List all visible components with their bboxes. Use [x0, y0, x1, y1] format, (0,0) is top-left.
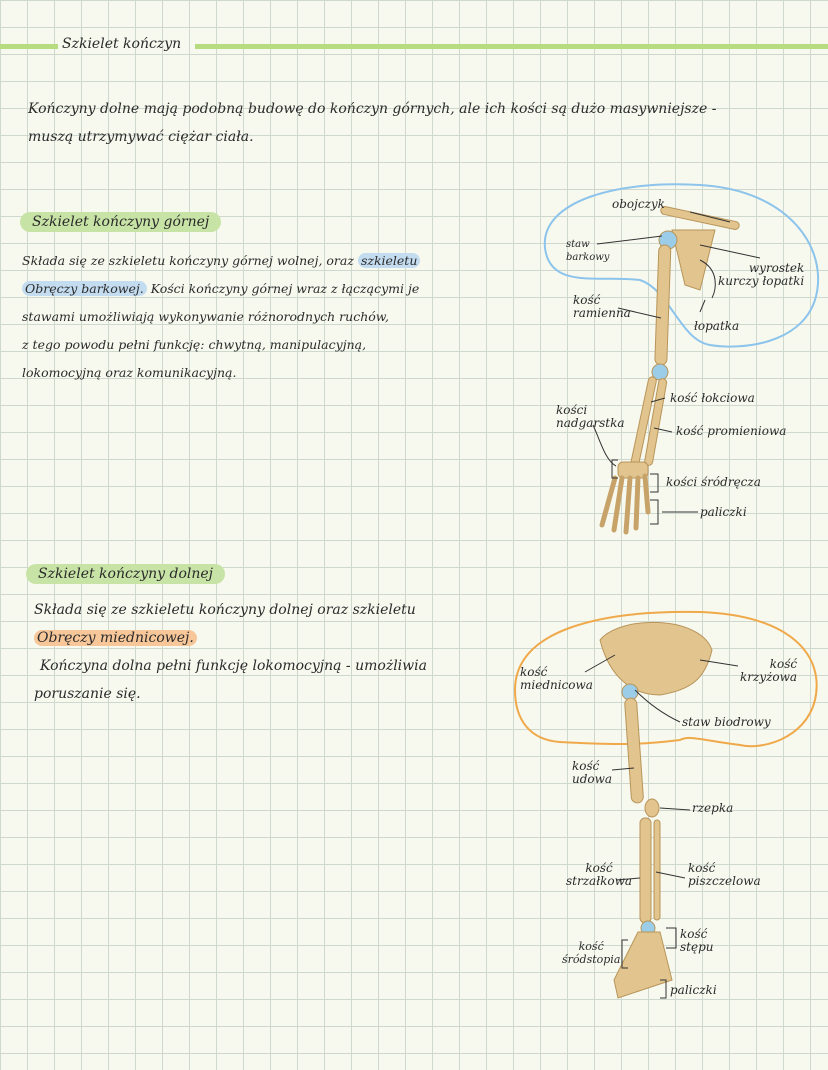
label-lopatka: łopatka [694, 319, 740, 333]
lower-heading: Szkielet kończyny dolnej [26, 564, 225, 584]
patella-bone [645, 799, 659, 817]
label-kosc-srodstopia: kość śródstopia [562, 940, 621, 966]
intro-line-2: muszą utrzymywać ciężar ciała. [28, 129, 254, 145]
label-kosc-ramienna: kość ramienna [573, 293, 631, 320]
label-rzepka: rzepka [692, 801, 734, 815]
label-kosci-srodrecza: kości śródręcza [666, 475, 761, 489]
humerus-bone [655, 245, 671, 365]
tibia-bone [640, 818, 651, 923]
scapula-bone [672, 230, 715, 290]
upper-line-5: lokomocyjną oraz komunikacyjną. [22, 365, 237, 380]
foot-bones [614, 932, 672, 998]
upper-line-4: z tego powodu pełni funkcję: chwytną, manipulacyjną, [22, 337, 367, 352]
upper-line-1-highlight: szkieletu [358, 253, 420, 268]
label-staw-barkowy: staw barkowy [566, 239, 610, 263]
label-kosc-piszczelowa: kość piszczelowa [688, 861, 761, 888]
femur-bone [624, 698, 643, 804]
fibula-bone [654, 820, 660, 920]
label-kosc-miednicowa: kość miednicowa [520, 665, 593, 692]
lower-line-1: Składa się ze szkieletu kończyny dolnej oraz szkieletu [34, 602, 416, 618]
intro-line-1: Kończyny dolne mają podobną budowę do kończyn górnych, ale ich kości są dużo masywniejsze - [28, 101, 717, 117]
label-staw-biodrowy: staw biodrowy [682, 715, 771, 729]
hip-joint [622, 684, 638, 700]
upper-line-2-highlight: Obręczy barkowej. [22, 281, 147, 296]
hand-bones [602, 476, 648, 532]
label-wyrostek: wyrostek kurczy łopatki [718, 261, 805, 288]
upper-line-2-b: Kości kończyny górnej wraz z łączącymi je [146, 281, 420, 296]
label-kosc-udowa: kość udowa [572, 759, 613, 786]
label-obojczyk: obojczyk [612, 197, 665, 211]
upper-line-1-a: Składa się ze szkieletu kończyny górnej wolnej, oraz [22, 253, 354, 268]
label-kosc-lokciowa: kość łokciowa [670, 391, 755, 405]
label-kosci-nadgarstka: kości nadgarstka [556, 403, 625, 430]
label-kosc-strzalkowa: kość strzałkowa [566, 861, 633, 888]
lower-line-3: Kończyna dolna pełni funkcję lokomocyjną - umożliwia [40, 658, 427, 674]
upper-heading: Szkielet kończyny górnej [20, 212, 221, 232]
label-kosc-krzyzowa: kość krzyżowa [740, 657, 798, 684]
page-title: Szkielet kończyn [62, 36, 182, 52]
pelvis-bone [600, 622, 712, 695]
clavicle-bone [660, 206, 740, 230]
upper-line-3: stawami umożliwiają wykonywanie różnorodnych ruchów, [22, 309, 389, 324]
label-kosc-promieniowa: kość promieniowa [676, 424, 787, 438]
lower-line-2-highlight: Obręczy miednicowej. [34, 630, 197, 646]
label-paliczki-upper: paliczki [700, 505, 747, 519]
lower-line-4: poruszanie się. [34, 686, 141, 702]
label-paliczki-lower: paliczki [670, 983, 717, 997]
label-kosci-stepu: kość stępu [680, 927, 714, 954]
